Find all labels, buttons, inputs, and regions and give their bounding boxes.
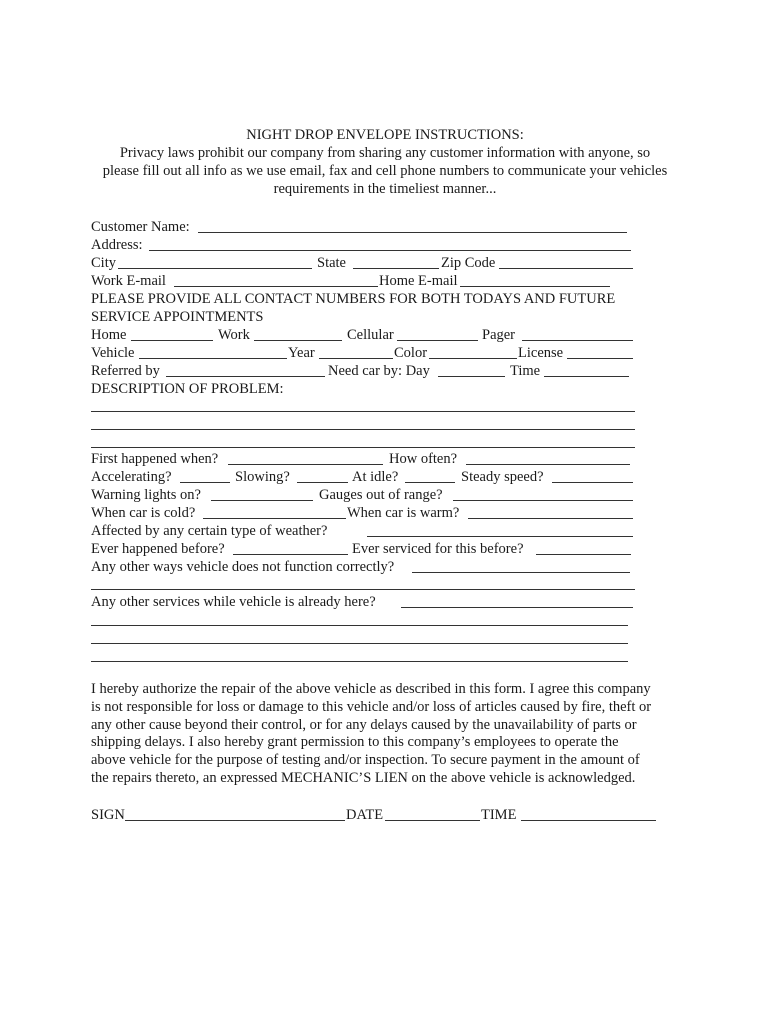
warning-lights-field[interactable] bbox=[211, 500, 313, 501]
customer-name-row bbox=[91, 218, 651, 236]
home-email-field[interactable] bbox=[460, 286, 610, 287]
phone-numbers-row bbox=[91, 326, 651, 344]
weather-label: Affected by any certain type of weather? bbox=[91, 523, 328, 539]
address-row bbox=[91, 236, 651, 254]
state-field[interactable] bbox=[353, 268, 439, 269]
first-happened-label: First happened when? bbox=[91, 451, 219, 467]
contact-heading-row bbox=[91, 308, 651, 326]
ever-happened-field[interactable] bbox=[233, 554, 348, 555]
city-field[interactable] bbox=[118, 268, 312, 269]
when-cold-field[interactable] bbox=[203, 518, 346, 519]
other-ways-field[interactable] bbox=[412, 572, 630, 573]
vehicle-field[interactable] bbox=[139, 358, 287, 359]
form-title: NIGHT DROP ENVELOPE INSTRUCTIONS: bbox=[246, 127, 524, 143]
referred-row bbox=[91, 362, 651, 380]
vehicle-label: Vehicle bbox=[91, 345, 135, 361]
authorization-line: is not responsible for loss or damage to this vehicle and/or loss of articles caused by fire, theft or bbox=[91, 698, 652, 715]
license-field[interactable] bbox=[567, 358, 633, 359]
description-line[interactable] bbox=[91, 411, 635, 412]
driving-conditions-row bbox=[91, 468, 651, 486]
email-row bbox=[91, 272, 651, 290]
warning-lights-row bbox=[91, 486, 651, 504]
address-label: Address: bbox=[91, 237, 143, 253]
year-field[interactable] bbox=[319, 358, 393, 359]
other-ways-label: Any other ways vehicle does not function correctly? bbox=[91, 559, 395, 575]
steady-speed-field[interactable] bbox=[552, 482, 633, 483]
when-warm-label: When car is warm? bbox=[347, 505, 460, 521]
at-idle-label: At idle? bbox=[352, 469, 399, 485]
date-field[interactable] bbox=[385, 820, 480, 821]
time-label: Time bbox=[510, 363, 541, 379]
authorization-line: shipping delays. I also hereby grant permission to this company’s employees to operate the bbox=[91, 734, 619, 751]
home-phone-label: Home bbox=[91, 327, 127, 343]
city-state-zip-row bbox=[91, 254, 651, 272]
accelerating-label: Accelerating? bbox=[91, 469, 172, 485]
how-often-label: How often? bbox=[389, 451, 458, 467]
need-car-day-field[interactable] bbox=[438, 376, 505, 377]
state-label: State bbox=[317, 255, 346, 271]
authorization-paragraph bbox=[91, 681, 691, 788]
when-cold-label: When car is cold? bbox=[91, 505, 196, 521]
color-field[interactable] bbox=[429, 358, 517, 359]
cellular-label: Cellular bbox=[347, 327, 394, 343]
other-services-line[interactable] bbox=[91, 643, 628, 644]
authorization-line: I hereby authorize the repair of the above vehicle as described in this form. I agree this company bbox=[91, 681, 651, 697]
description-line[interactable] bbox=[91, 429, 635, 430]
contact-heading-row bbox=[91, 290, 651, 308]
slowing-field[interactable] bbox=[297, 482, 348, 483]
description-line[interactable] bbox=[91, 447, 635, 448]
privacy-notice-line: Privacy laws prohibit our company from sharing any customer information with anyone, so bbox=[119, 145, 651, 161]
zip-code-field[interactable] bbox=[499, 268, 633, 269]
other-services-field[interactable] bbox=[401, 607, 633, 608]
how-often-field[interactable] bbox=[466, 464, 630, 465]
privacy-notice-line: please fill out all info as we use email, fax and cell phone numbers to communicate your vehicles bbox=[102, 163, 668, 179]
date-label: DATE bbox=[346, 807, 384, 823]
contact-heading: SERVICE APPOINTMENTS bbox=[91, 309, 264, 325]
year-label: Year bbox=[288, 345, 315, 361]
other-services-line[interactable] bbox=[91, 661, 628, 662]
city-label: City bbox=[91, 255, 116, 271]
gauges-label: Gauges out of range? bbox=[319, 487, 443, 503]
weather-field[interactable] bbox=[367, 536, 633, 537]
address-field[interactable] bbox=[149, 250, 631, 251]
customer-name-field[interactable] bbox=[198, 232, 627, 233]
first-happened-row bbox=[91, 450, 651, 468]
ever-serviced-field[interactable] bbox=[536, 554, 631, 555]
other-ways-row bbox=[91, 558, 651, 576]
other-services-line[interactable] bbox=[91, 625, 628, 626]
gauges-field[interactable] bbox=[453, 500, 633, 501]
slowing-label: Slowing? bbox=[235, 469, 290, 485]
privacy-notice-line: requirements in the timeliest manner... bbox=[273, 181, 497, 197]
other-services-fields bbox=[91, 593, 651, 611]
form-header bbox=[60, 126, 710, 198]
license-label: License bbox=[518, 345, 564, 361]
signature-field[interactable] bbox=[125, 820, 345, 821]
problem-fields bbox=[91, 450, 651, 576]
color-label: Color bbox=[394, 345, 428, 361]
customer-name-label: Customer Name: bbox=[91, 219, 190, 235]
steady-speed-label: Steady speed? bbox=[461, 469, 544, 485]
authorization-line: above vehicle for the purpose of testing and/or inspection. To secure payment in the amount of bbox=[91, 752, 640, 769]
referred-by-label: Referred by bbox=[91, 363, 160, 379]
signature-fields bbox=[91, 806, 651, 824]
need-car-by-label: Need car by: Day bbox=[328, 363, 430, 379]
contact-heading: PLEASE PROVIDE ALL CONTACT NUMBERS FOR BOTH TODAYS AND FUTURE bbox=[91, 291, 616, 307]
temperature-row bbox=[91, 504, 651, 522]
work-phone-label: Work bbox=[218, 327, 250, 343]
other-services-label: Any other services while vehicle is already here? bbox=[91, 594, 376, 610]
signature-row bbox=[91, 806, 651, 824]
sign-label: SIGN bbox=[91, 807, 125, 823]
at-idle-field[interactable] bbox=[405, 482, 455, 483]
problem-heading-row bbox=[91, 380, 651, 398]
accelerating-field[interactable] bbox=[180, 482, 230, 483]
pager-field[interactable] bbox=[522, 340, 633, 341]
sign-time-field[interactable] bbox=[521, 820, 656, 821]
other-services-row bbox=[91, 593, 651, 611]
ever-serviced-label: Ever serviced for this before? bbox=[352, 541, 524, 557]
form-fields bbox=[91, 218, 651, 398]
work-email-label: Work E-mail bbox=[91, 273, 166, 289]
pager-label: Pager bbox=[482, 327, 516, 343]
first-happened-field[interactable] bbox=[228, 464, 383, 465]
sign-time-label: TIME bbox=[481, 807, 517, 823]
history-row bbox=[91, 540, 651, 558]
time-field[interactable] bbox=[544, 376, 629, 377]
work-phone-field[interactable] bbox=[254, 340, 342, 341]
work-email-field[interactable] bbox=[174, 286, 378, 287]
authorization-line: the repairs thereto, an expressed MECHANIC’S LIEN on the above vehicle is acknowledged. bbox=[91, 769, 636, 786]
weather-row bbox=[91, 522, 651, 540]
other-ways-line[interactable] bbox=[91, 589, 635, 590]
authorization-line: any other cause beyond their control, or for any delays caused by the unavailability of parts or bbox=[91, 716, 637, 733]
problem-heading: DESCRIPTION OF PROBLEM: bbox=[91, 381, 284, 397]
home-email-label: Home E-mail bbox=[379, 273, 458, 289]
referred-by-field[interactable] bbox=[166, 376, 325, 377]
cellular-field[interactable] bbox=[397, 340, 478, 341]
when-warm-field[interactable] bbox=[468, 518, 633, 519]
home-phone-field[interactable] bbox=[131, 340, 213, 341]
warning-lights-label: Warning lights on? bbox=[91, 487, 201, 503]
vehicle-row bbox=[91, 344, 651, 362]
zip-code-label: Zip Code bbox=[441, 255, 496, 271]
ever-happened-label: Ever happened before? bbox=[91, 541, 225, 557]
